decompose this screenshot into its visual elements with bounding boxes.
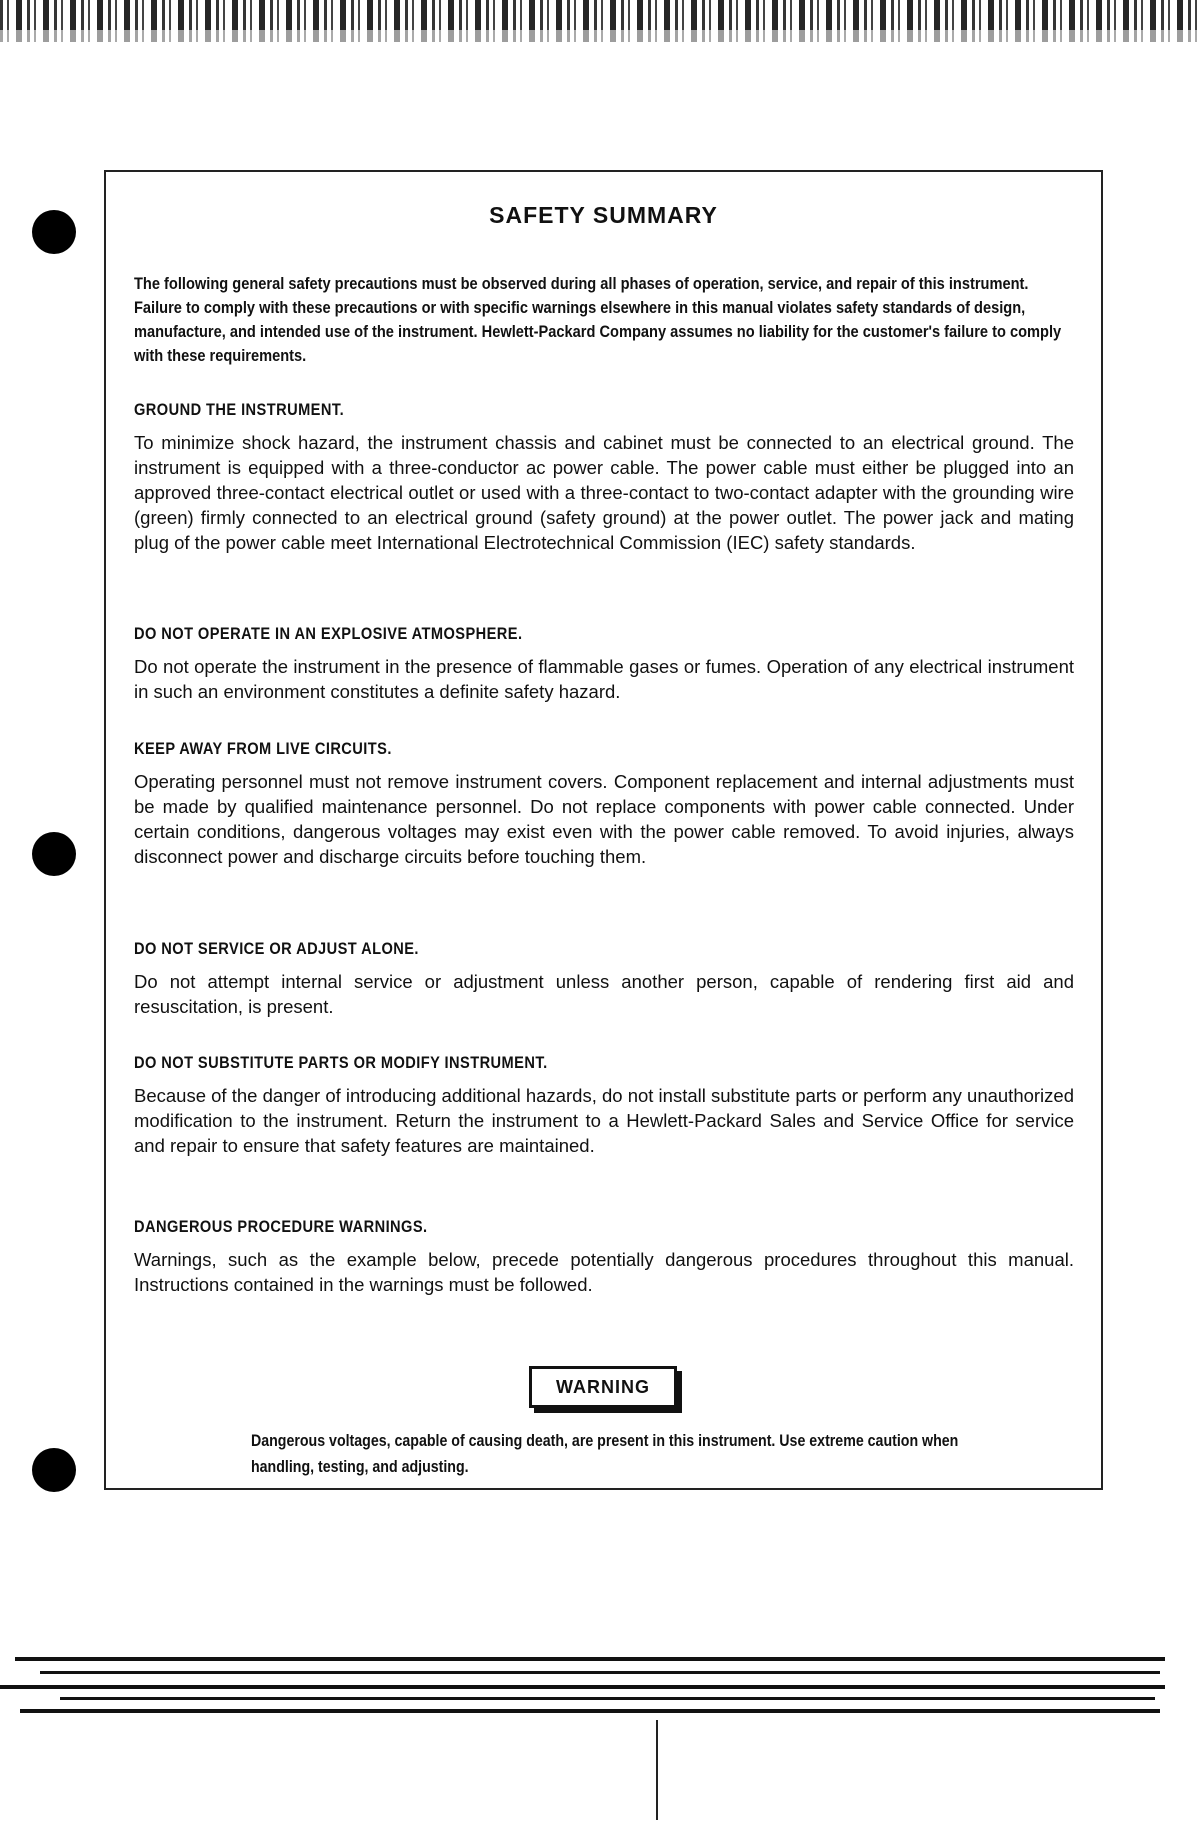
- section-live-circuits: [134, 739, 1074, 869]
- punch-hole-top: [32, 210, 76, 254]
- scan-line: [40, 1671, 1160, 1674]
- scan-line: [20, 1709, 1160, 1713]
- section-heading: DO NOT SUBSTITUTE PARTS OR MODIFY INSTRUMENT.: [134, 1053, 548, 1072]
- scan-noise-top-fade: [0, 30, 1198, 42]
- section-heading: KEEP AWAY FROM LIVE CIRCUITS.: [134, 739, 392, 758]
- safety-summary-frame: [104, 170, 1103, 1490]
- section-body: To minimize shock hazard, the instrument chassis and cabinet must be connected to an electrical ground. The instrument is equipped with a three-conductor ac power cable. The power cable must either be plugged into an approved three-contact electrical outlet or used with a three-contact to two-contact adapter with the grounding wire (green) firmly connected to an electrical ground (safety ground) at the power outlet. The power jack and mating plug of the power cable meet International Electrotechnical Commission (IEC) safety standards.: [134, 432, 1074, 553]
- section-body: Operating personnel must not remove instrument covers. Component replacement and internal adjustments must be made by qualified maintenance personnel. Do not replace components with power cable connected. Under certain conditions, dangerous voltages may exist even with the power cable removed. To avoid injuries, always disconnect power and discharge circuits before touching them.: [134, 771, 1074, 867]
- scan-noise-bottom: [0, 1645, 1198, 1725]
- section-heading: GROUND THE INSTRUMENT.: [134, 400, 345, 419]
- section-body: Warnings, such as the example below, precede potentially dangerous procedures throughout this manual. Instructions contained in the warnings must be followed.: [134, 1249, 1074, 1295]
- intro-paragraph: The following general safety precautions must be observed during all phases of operation, service, and repair of this instrument. Failure to comply with these precautions or with specific warnings elsewhere in this manual violates safety standards of design, manufacture, and intended use of the instrument. Hewlett-Packard Company assumes no liability for the customer's failure to comply with these requirements.: [134, 274, 1062, 365]
- scan-vertical-line: [656, 1720, 658, 1820]
- warning-text: Dangerous voltages, capable of causing death, are present in this instrument. Use extreme caution when handling, testing, and adjusting.: [251, 1432, 959, 1476]
- scan-line: [15, 1657, 1165, 1661]
- section-body: Do not operate the instrument in the presence of flammable gases or fumes. Operation of any electrical instrument in such an environment constitutes a definite safety hazard.: [134, 656, 1074, 702]
- section-explosive: [134, 624, 1074, 704]
- punch-hole-middle: [32, 832, 76, 876]
- section-substitute-parts: [134, 1053, 1074, 1158]
- section-heading: DO NOT SERVICE OR ADJUST ALONE.: [134, 939, 419, 958]
- punch-hole-bottom: [32, 1448, 76, 1492]
- section-service-alone: [134, 939, 1074, 1019]
- section-body: Do not attempt internal service or adjustment unless another person, capable of rendering first aid and resuscitation, is present.: [134, 971, 1074, 1017]
- scan-line: [60, 1697, 1155, 1700]
- section-ground: [134, 400, 1074, 555]
- section-heading: DO NOT OPERATE IN AN EXPLOSIVE ATMOSPHERE.: [134, 624, 523, 643]
- scan-line: [0, 1685, 1165, 1689]
- section-heading: DANGEROUS PROCEDURE WARNINGS.: [134, 1217, 428, 1236]
- warning-label-box: WARNING: [529, 1366, 677, 1408]
- section-procedure-warnings: [134, 1217, 1074, 1297]
- page-title: SAFETY SUMMARY: [489, 202, 718, 228]
- section-body: Because of the danger of introducing additional hazards, do not install substitute parts or perform any unauthorized modification to the instrument. Return the instrument to a Hewlett-Packard Sales and Service Office for service and repair to ensure that safety features are maintained.: [134, 1085, 1074, 1156]
